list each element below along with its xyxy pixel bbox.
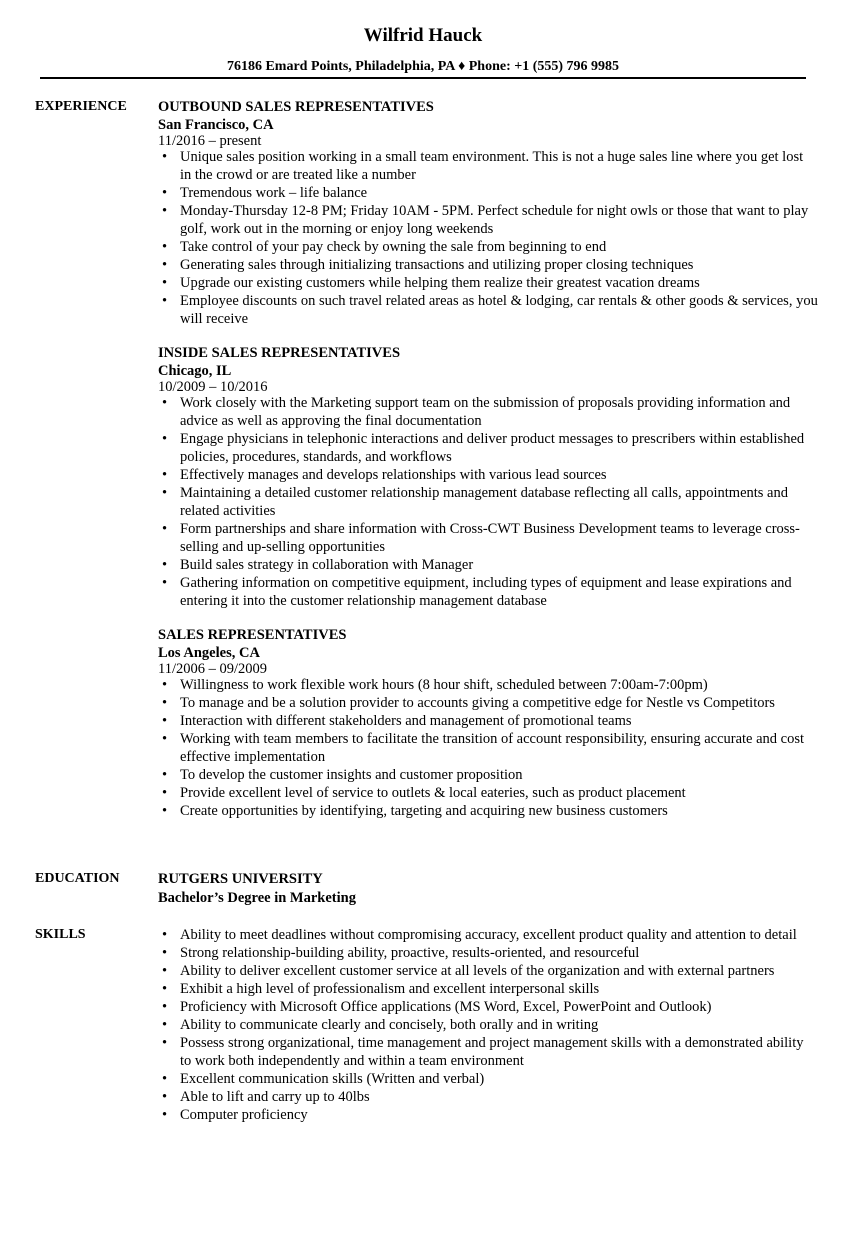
job-dates: 11/2006 – 09/2009 xyxy=(158,661,268,677)
skill-item: • Ability to meet deadlines without compromising accuracy, excellent product quality and attention to detail xyxy=(158,926,818,944)
job-entry xyxy=(158,626,818,820)
job-bullet: • Unique sales position working in a small team environment. This is not a huge sales line where you get lost in the crowd or are treated like a number xyxy=(158,148,818,184)
job-bullet: • Engage physicians in telephonic interactions and deliver product messages to prescribers within established policies, procedures, standards, and workflows xyxy=(158,430,818,466)
section-label-experience: EXPERIENCE xyxy=(35,99,127,114)
skill-item: • Ability to communicate clearly and concisely, both orally and in writing xyxy=(158,1016,818,1034)
school-name: RUTGERS UNIVERSITY xyxy=(158,871,323,887)
education-entry xyxy=(158,870,818,908)
job-bullet: • Form partnerships and share information with Cross-CWT Business Development teams to leverage cross-selling and up-selling opportunities xyxy=(158,520,818,556)
skill-item: • Proficiency with Microsoft Office applications (MS Word, Excel, PowerPoint and Outlook) xyxy=(158,998,818,1016)
job-location: San Francisco, CA xyxy=(158,117,274,133)
job-bullet: • Create opportunities by identifying, targeting and acquiring new business customers xyxy=(158,802,818,820)
job-dates: 11/2016 – present xyxy=(158,133,262,149)
skills-list xyxy=(158,926,818,1124)
job-bullet: • Provide excellent level of service to outlets & local eateries, such as product placement xyxy=(158,784,818,802)
job-bullet: • Tremendous work – life balance xyxy=(158,184,818,202)
job-title: INSIDE SALES REPRESENTATIVES xyxy=(158,345,401,361)
job-entry xyxy=(158,98,818,328)
section-label-education: EDUCATION xyxy=(35,871,120,886)
skill-item: • Excellent communication skills (Written and verbal) xyxy=(158,1070,818,1088)
skill-item: • Able to lift and carry up to 40lbs xyxy=(158,1088,818,1106)
skill-item: • Strong relationship-building ability, proactive, results-oriented, and resourceful xyxy=(158,944,818,962)
skills-entry xyxy=(158,926,818,1124)
skill-item: • Possess strong organizational, time management and project management skills with a demonstrated ability to work both independently and within a team environment xyxy=(158,1034,818,1070)
job-title: OUTBOUND SALES REPRESENTATIVES xyxy=(158,99,434,115)
contact-line: 76186 Emard Points, Philadelphia, PA ♦ Phone: +1 (555) 796 9985 xyxy=(226,59,620,74)
job-bullet: • To manage and be a solution provider to accounts giving a competitive edge for Nestle vs Competitors xyxy=(158,694,818,712)
job-bullet: • Interaction with different stakeholders and management of promotional teams xyxy=(158,712,818,730)
job-bullet-list xyxy=(158,148,818,328)
job-location: Chicago, IL xyxy=(158,363,232,379)
job-bullet: • Work closely with the Marketing support team on the submission of proposals providing information and advice as well as approving the final documentation xyxy=(158,394,818,430)
skill-item: • Computer proficiency xyxy=(158,1106,818,1124)
job-bullet: • Upgrade our existing customers while helping them realize their greatest vacation dreams xyxy=(158,274,818,292)
job-bullet: • Build sales strategy in collaboration with Manager xyxy=(158,556,818,574)
job-bullet-list xyxy=(158,394,818,610)
job-bullet: • Employee discounts on such travel related areas as hotel & lodging, car rentals & other goods & services, you will receive xyxy=(158,292,818,328)
job-bullet: • Take control of your pay check by owning the sale from beginning to end xyxy=(158,238,818,256)
job-bullet: • Working with team members to facilitate the transition of account responsibility, ensuring accurate and cost effective implementation xyxy=(158,730,818,766)
job-entry xyxy=(158,344,818,610)
job-dates: 10/2009 – 10/2016 xyxy=(158,379,268,395)
job-bullet: • Maintaining a detailed customer relationship management database reflecting all calls, appointments and related activities xyxy=(158,484,818,520)
experience-list xyxy=(158,98,818,836)
degree: Bachelor’s Degree in Marketing xyxy=(158,890,356,906)
job-bullet: • Gathering information on competitive equipment, including types of equipment and lease expirations and entering it into the customer relationship management database xyxy=(158,574,818,610)
job-title: SALES REPRESENTATIVES xyxy=(158,627,347,643)
job-bullet: • Generating sales through initializing transactions and utilizing proper closing techniques xyxy=(158,256,818,274)
skill-item: • Exhibit a high level of professionalism and excellent interpersonal skills xyxy=(158,980,818,998)
candidate-name: Wilfrid Hauck xyxy=(363,25,483,46)
job-bullet: • Monday-Thursday 12-8 PM; Friday 10AM - 5PM. Perfect schedule for night owls or those that want to play golf, work out in the morning or enjoy long weekends xyxy=(158,202,818,238)
job-bullet: • Willingness to work flexible work hours (8 hour shift, scheduled between 7:00am-7:00pm) xyxy=(158,676,818,694)
section-label-skills: SKILLS xyxy=(35,927,86,942)
job-bullet-list xyxy=(158,676,818,820)
skill-item: • Ability to deliver excellent customer service at all levels of the organization and with external partners xyxy=(158,962,818,980)
job-bullet: • Effectively manages and develops relationships with various lead sources xyxy=(158,466,818,484)
job-location: Los Angeles, CA xyxy=(158,645,260,661)
header-divider xyxy=(40,77,806,79)
job-bullet: • To develop the customer insights and customer proposition xyxy=(158,766,818,784)
